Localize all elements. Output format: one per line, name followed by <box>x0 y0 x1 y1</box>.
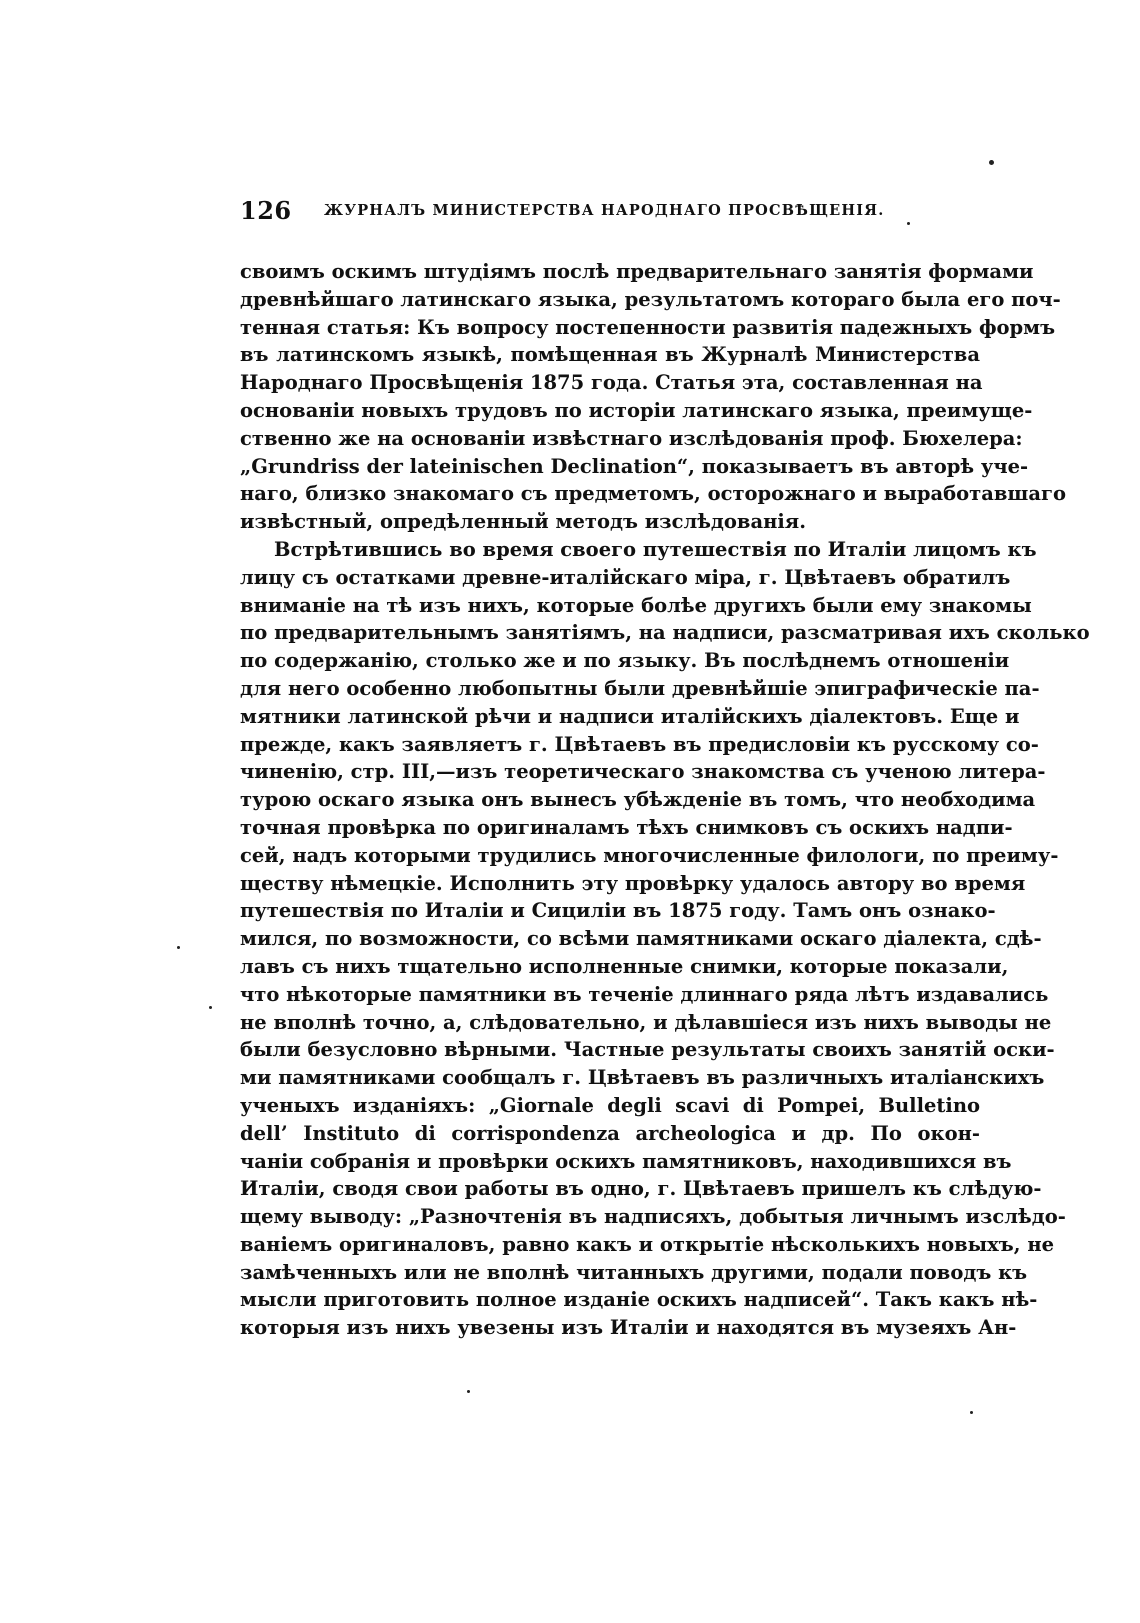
text-line: мысли приготовить полное изданіе оскихъ надписей“. Такъ какъ нѣ- <box>240 1288 1038 1312</box>
text-line: ученыхъ изданіяхъ: „Giornale degli scavi di Pompei, Bulletino <box>240 1093 980 1117</box>
page-number: 126 <box>240 196 292 225</box>
text-line: мился, по возможности, со всѣми памятниками оскаго діалекта, сдѣ- <box>240 927 1042 951</box>
text-line: чиненію, стр. III,—изъ теоретическаго знакомства съ ученою литера- <box>240 760 1046 784</box>
text-line: „Grundriss der lateinischen Declination“, показываетъ въ авторѣ уче- <box>240 454 1029 478</box>
text-line: лицу съ остатками древне-италійскаго міра, г. Цвѣтаевъ обратилъ <box>240 565 1011 589</box>
text-line: наго, близко знакомаго съ предметомъ, осторожнаго и выработавшаго <box>240 482 1066 506</box>
scan-speck <box>467 1390 470 1393</box>
text-line: мятники латинской рѣчи и надписи италійскихъ діалектовъ. Еще и <box>240 704 1020 728</box>
text-line: сей, надъ которыми трудились многочисленные филологи, по преиму- <box>240 843 1059 867</box>
text-line: извѣстный, опредѣленный методъ изслѣдованія. <box>240 510 806 534</box>
text-line: вниманіе на тѣ изъ нихъ, которые болѣе другихъ были ему знакомы <box>240 593 1032 617</box>
text-line: въ латинскомъ языкѣ, помѣщенная въ Журналѣ Министерства <box>240 343 980 367</box>
text-line: основаніи новыхъ трудовъ по исторіи латинскаго языка, преимуще- <box>240 398 1033 422</box>
text-line: Италіи, сводя свои работы въ одно, г. Цвѣтаевъ пришелъ къ слѣдую- <box>240 1177 1042 1201</box>
text-line: тенная статья: Къ вопросу постепенности развитія падежныхъ формъ <box>240 315 1056 339</box>
body-text <box>240 258 1090 1342</box>
text-line: своимъ оскимъ штудіямъ послѣ предварительнаго занятія формами <box>240 260 1034 283</box>
paragraph-first-line: Встрѣтившись во время своего путешествія по Италіи лицомъ къ <box>274 537 1037 561</box>
text-line: щему выводу: „Разночтенія въ надписяхъ, добытыя личнымъ изслѣдо- <box>240 1205 1066 1229</box>
text-line: по предварительнымъ занятіямъ, на надписи, разсматривая ихъ сколько <box>240 621 1090 645</box>
text-line: чаніи собранія и провѣрки оскихъ памятниковъ, находившихся въ <box>240 1149 1012 1173</box>
text-line: древнѣйшаго латинскаго языка, результатомъ котораго была его поч- <box>240 287 1061 311</box>
text-line: которыя изъ нихъ увезены изъ Италіи и находятся въ музеяхъ Ан- <box>240 1316 1017 1340</box>
text-line: прежде, какъ заявляетъ г. Цвѣтаевъ въ предисловіи къ русскому со- <box>240 732 1039 756</box>
text-line: точная провѣрка по оригиналамъ тѣхъ снимковъ съ оскихъ надпи- <box>240 815 1013 839</box>
scan-speck <box>907 222 910 225</box>
page-header <box>240 196 885 226</box>
text-line: для него особенно любопытны были древнѣйшіе эпиграфическіе па- <box>240 676 1040 700</box>
text-line: лавъ съ нихъ тщательно исполненные снимки, которые показали, <box>240 954 1009 978</box>
text-line: путешествія по Италіи и Сициліи въ 1875 году. Тамъ онъ ознако- <box>240 899 996 923</box>
scan-speck <box>970 1411 973 1414</box>
text-line: турою оскаго языка онъ вынесъ убѣжденіе въ томъ, что необходима <box>240 788 1036 812</box>
text-line: dell’ Instituto di corrispondenza archeologica и др. По окон- <box>240 1121 980 1145</box>
text-line: ственно же на основаніи извѣстнаго изслѣдованія проф. Бюхелера: <box>240 426 1023 450</box>
text-line: что нѣкоторые памятники въ теченіе длиннаго ряда лѣтъ издавались <box>240 982 1049 1006</box>
text-line: не вполнѣ точно, а, слѣдовательно, и дѣлавшіеся изъ нихъ выводы не <box>240 1010 1052 1034</box>
text-line: ществу нѣмецкіе. Исполнить эту провѣрку удалось автору во время <box>240 871 1026 895</box>
scan-speck <box>209 1006 212 1009</box>
scan-speck <box>989 160 994 165</box>
text-line: ваніемъ оригиналовъ, равно какъ и открытіе нѣсколькихъ новыхъ, не <box>240 1232 1055 1256</box>
scan-speck <box>177 946 180 949</box>
text-line: были безусловно вѣрными. Частные результаты своихъ занятій оски- <box>240 1038 1055 1062</box>
text-line: ми памятниками сообщалъ г. Цвѣтаевъ въ различныхъ италіанскихъ <box>240 1066 1045 1090</box>
running-head: ЖУРНАЛЪ МИНИСТЕРСТВА НАРОДНАГО ПРОСВѢЩЕНІЯ. <box>324 202 885 219</box>
text-line: замѣченныхъ или не вполнѣ читанныхъ другими, подали поводъ къ <box>240 1260 1028 1284</box>
text-line: Народнаго Просвѣщенія 1875 года. Статья эта, составленная на <box>240 371 983 395</box>
text-line: по содержанію, столько же и по языку. Въ послѣднемъ отношеніи <box>240 649 1010 673</box>
